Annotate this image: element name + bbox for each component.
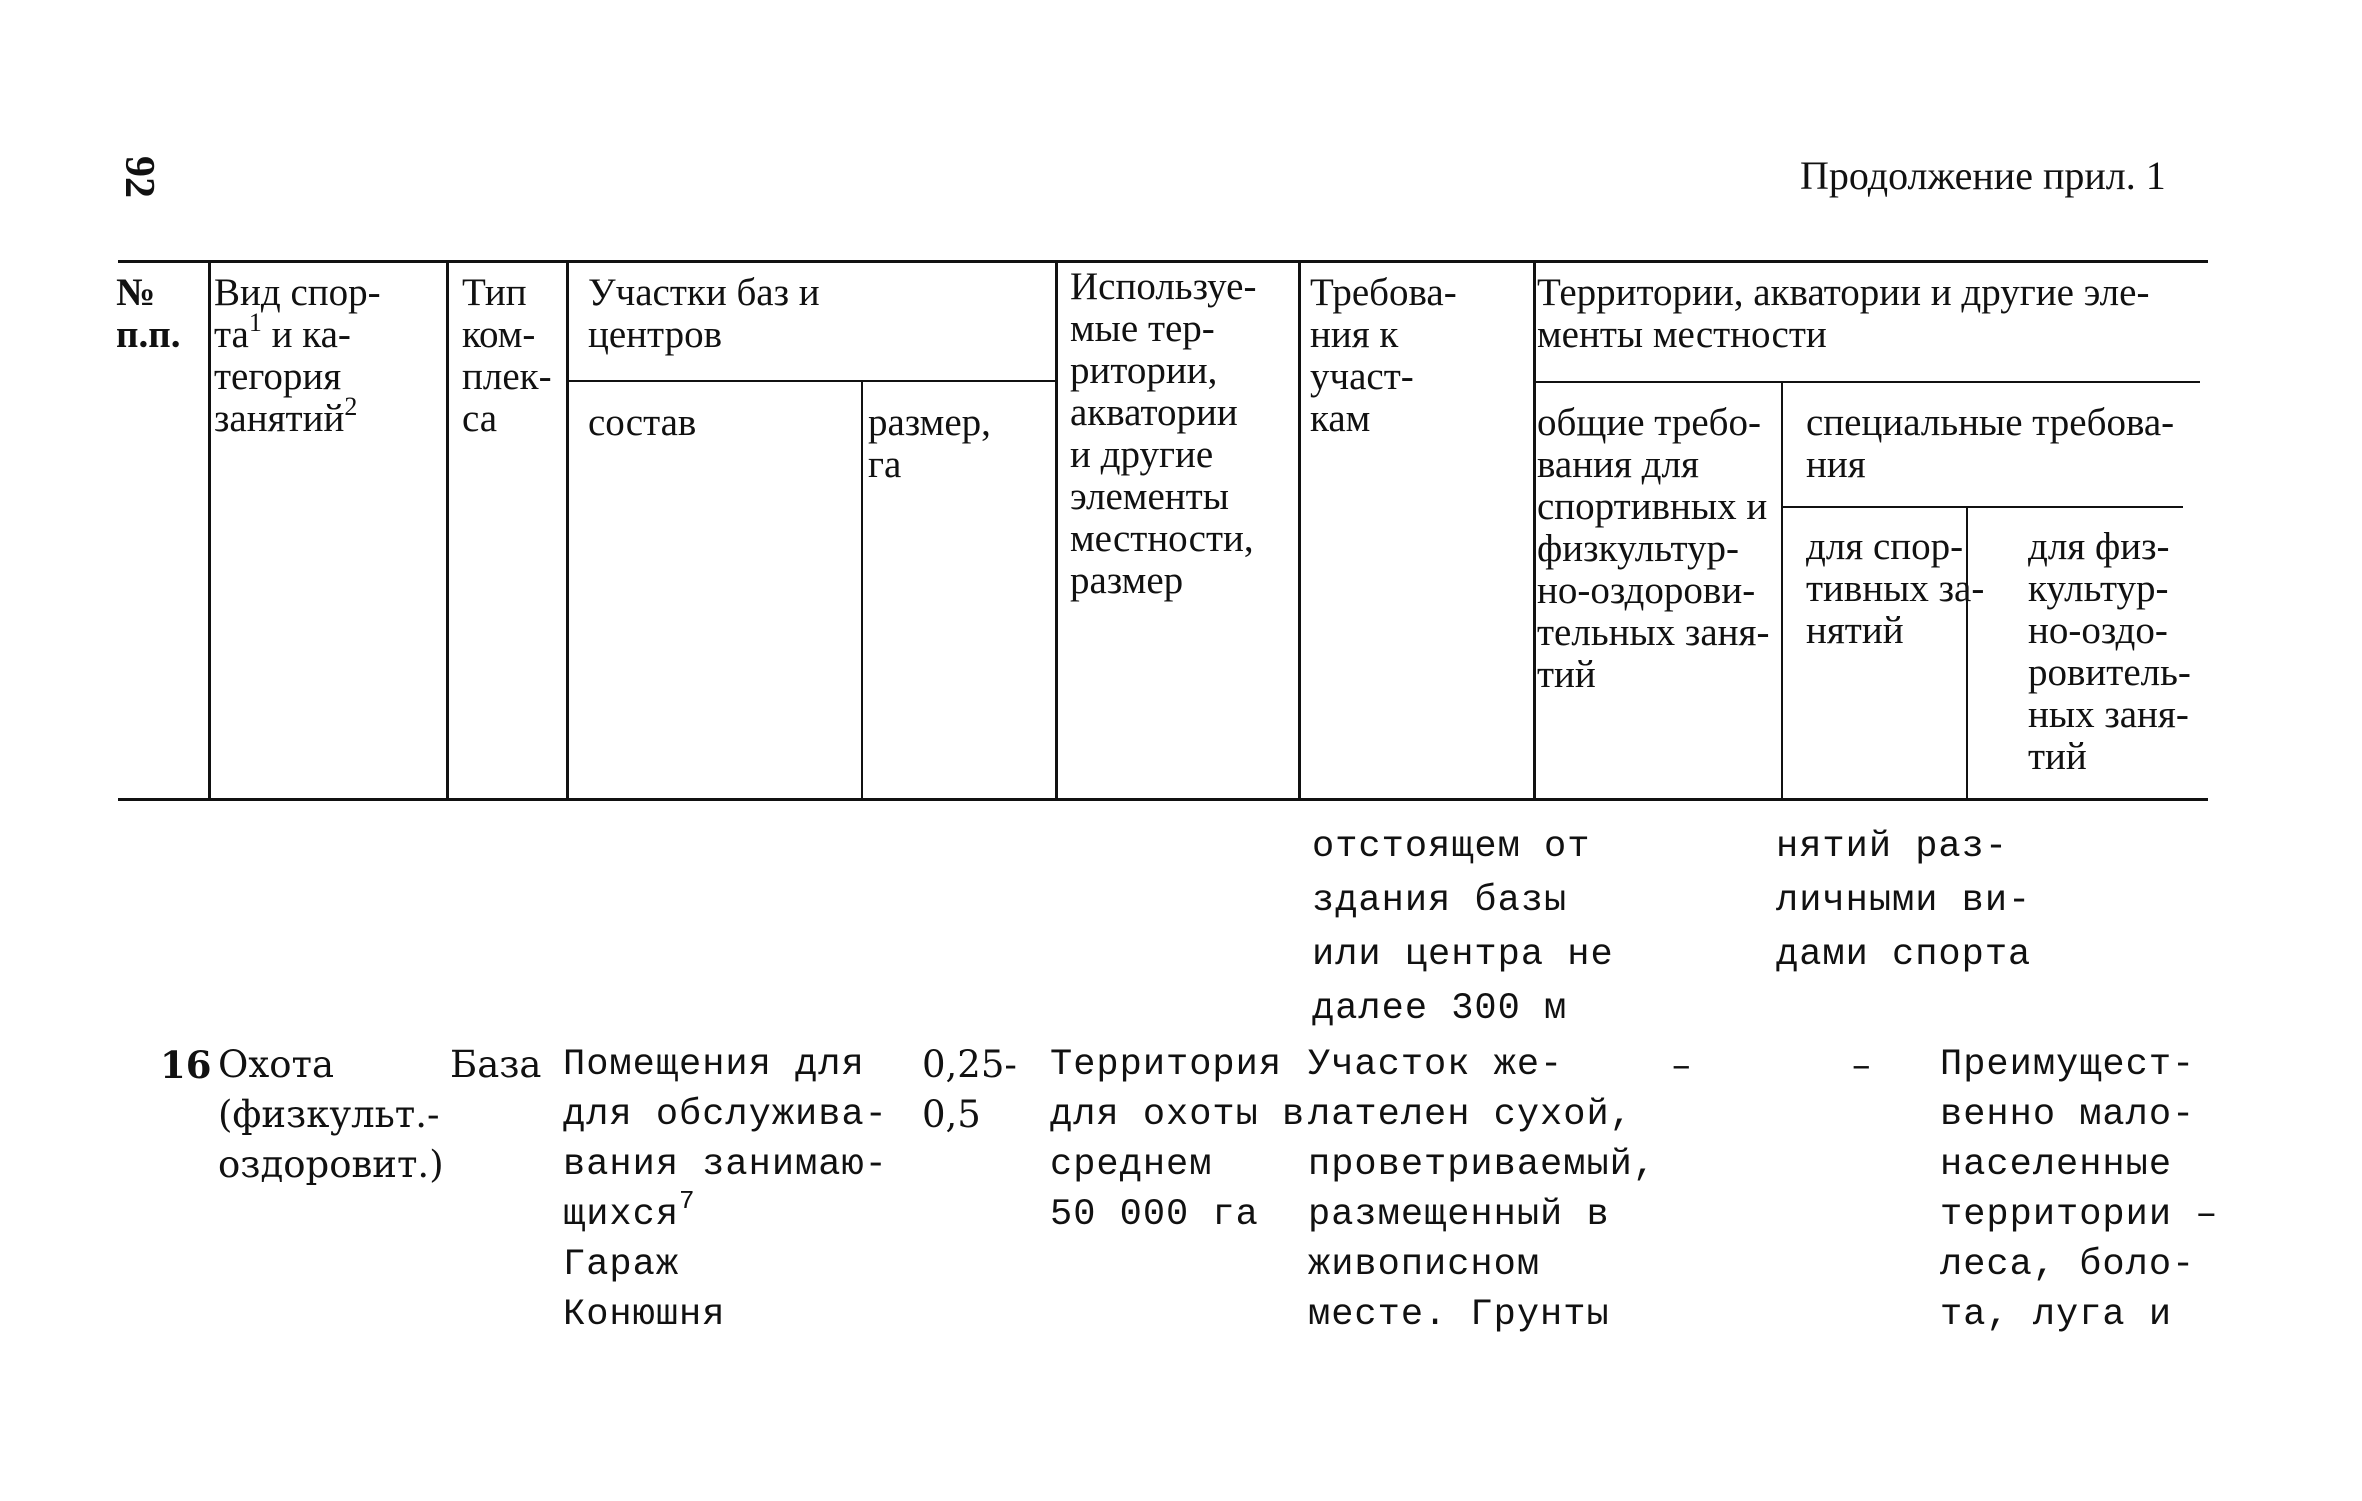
header-plots-size: размер, га xyxy=(868,401,991,486)
col-sep-3 xyxy=(566,262,569,800)
row16-sport: Охота (физкульт.- оздоровит.) xyxy=(218,1043,444,1186)
header-sport-b: и ка- тегория занятий xyxy=(214,313,351,440)
header-sport xyxy=(214,272,381,440)
row16-requirements: Участок же- лателен сухой, проветриваемый, размещенный в живописном месте. Грунты xyxy=(1308,1044,1657,1336)
header-type: Тип ком- плек- са xyxy=(462,271,552,440)
header-plots-composition: состав xyxy=(588,401,697,444)
row16-used-territories: Территория для охоты в среднем 50 000 га xyxy=(1050,1044,1306,1236)
table-top-rule xyxy=(118,260,2208,263)
plots-divider xyxy=(567,380,1057,382)
row16-special-fitness: Преимущест- венно мало- населенные территории – леса, боло- та, луга и xyxy=(1940,1044,2219,1336)
header-sport-a: Вид спор- та xyxy=(214,271,381,356)
col-sep-4 xyxy=(861,382,863,800)
col-sep-5 xyxy=(1055,262,1058,800)
continued-requirements: отстоящем от здания базы или центра не далее 300 м xyxy=(1312,826,1614,1030)
col-sep-6 xyxy=(1298,262,1301,800)
row16-no: 16 xyxy=(160,1043,212,1087)
continuation-label: Продолжение прил. 1 xyxy=(1800,153,2166,198)
header-special-requirements: специальные требова- ния xyxy=(1806,401,2175,486)
header-used-territories: Используе- мые тер- ритории, акватории и другие элементы местности, размер xyxy=(1070,265,1257,602)
row16-special-sport: – xyxy=(1852,1043,1871,1086)
col-sep-7 xyxy=(1533,262,1536,800)
footnote-1: 1 xyxy=(248,308,262,337)
row16-general: – xyxy=(1672,1043,1691,1086)
territories-divider xyxy=(1534,381,2200,383)
row16-type: База xyxy=(450,1043,542,1086)
header-special-fitness: для физ- культур- но-оздо- ровитель- ных заня- тий xyxy=(2028,525,2191,778)
header-plots: Участки баз и центров xyxy=(588,271,820,356)
header-general-requirements: общие требо- вания для спортивных и физкультур- но-оздорови- тельных заня- тий xyxy=(1537,401,1770,696)
header-requirements: Требова- ния к участ- кам xyxy=(1310,271,1457,440)
col-sep-2 xyxy=(446,262,449,800)
page-number: 92 xyxy=(116,156,162,198)
col-sep-8 xyxy=(1781,383,1783,800)
col-sep-1 xyxy=(208,262,211,800)
row16-composition-b: Гараж Конюшня xyxy=(563,1244,726,1336)
header-no: № п.п. xyxy=(116,271,181,356)
row16-composition xyxy=(563,1040,888,1340)
table-header-bottom-rule xyxy=(118,798,2208,801)
footnote-7: 7 xyxy=(679,1186,696,1216)
row16-size: 0,25- 0,5 xyxy=(922,1043,1017,1136)
header-special-sport: для спор- тивных за- нятий xyxy=(1806,525,1985,652)
header-territories: Территории, акватории и другие эле- менты местности xyxy=(1537,271,2150,356)
footnote-2: 2 xyxy=(344,392,358,421)
special-divider xyxy=(1783,506,2183,508)
row16-composition-a: Помещения для для обслужива- вания занимаю- щихся xyxy=(563,1044,888,1236)
continued-special-sport: нятий раз- личными ви- дами спорта xyxy=(1776,826,2032,976)
